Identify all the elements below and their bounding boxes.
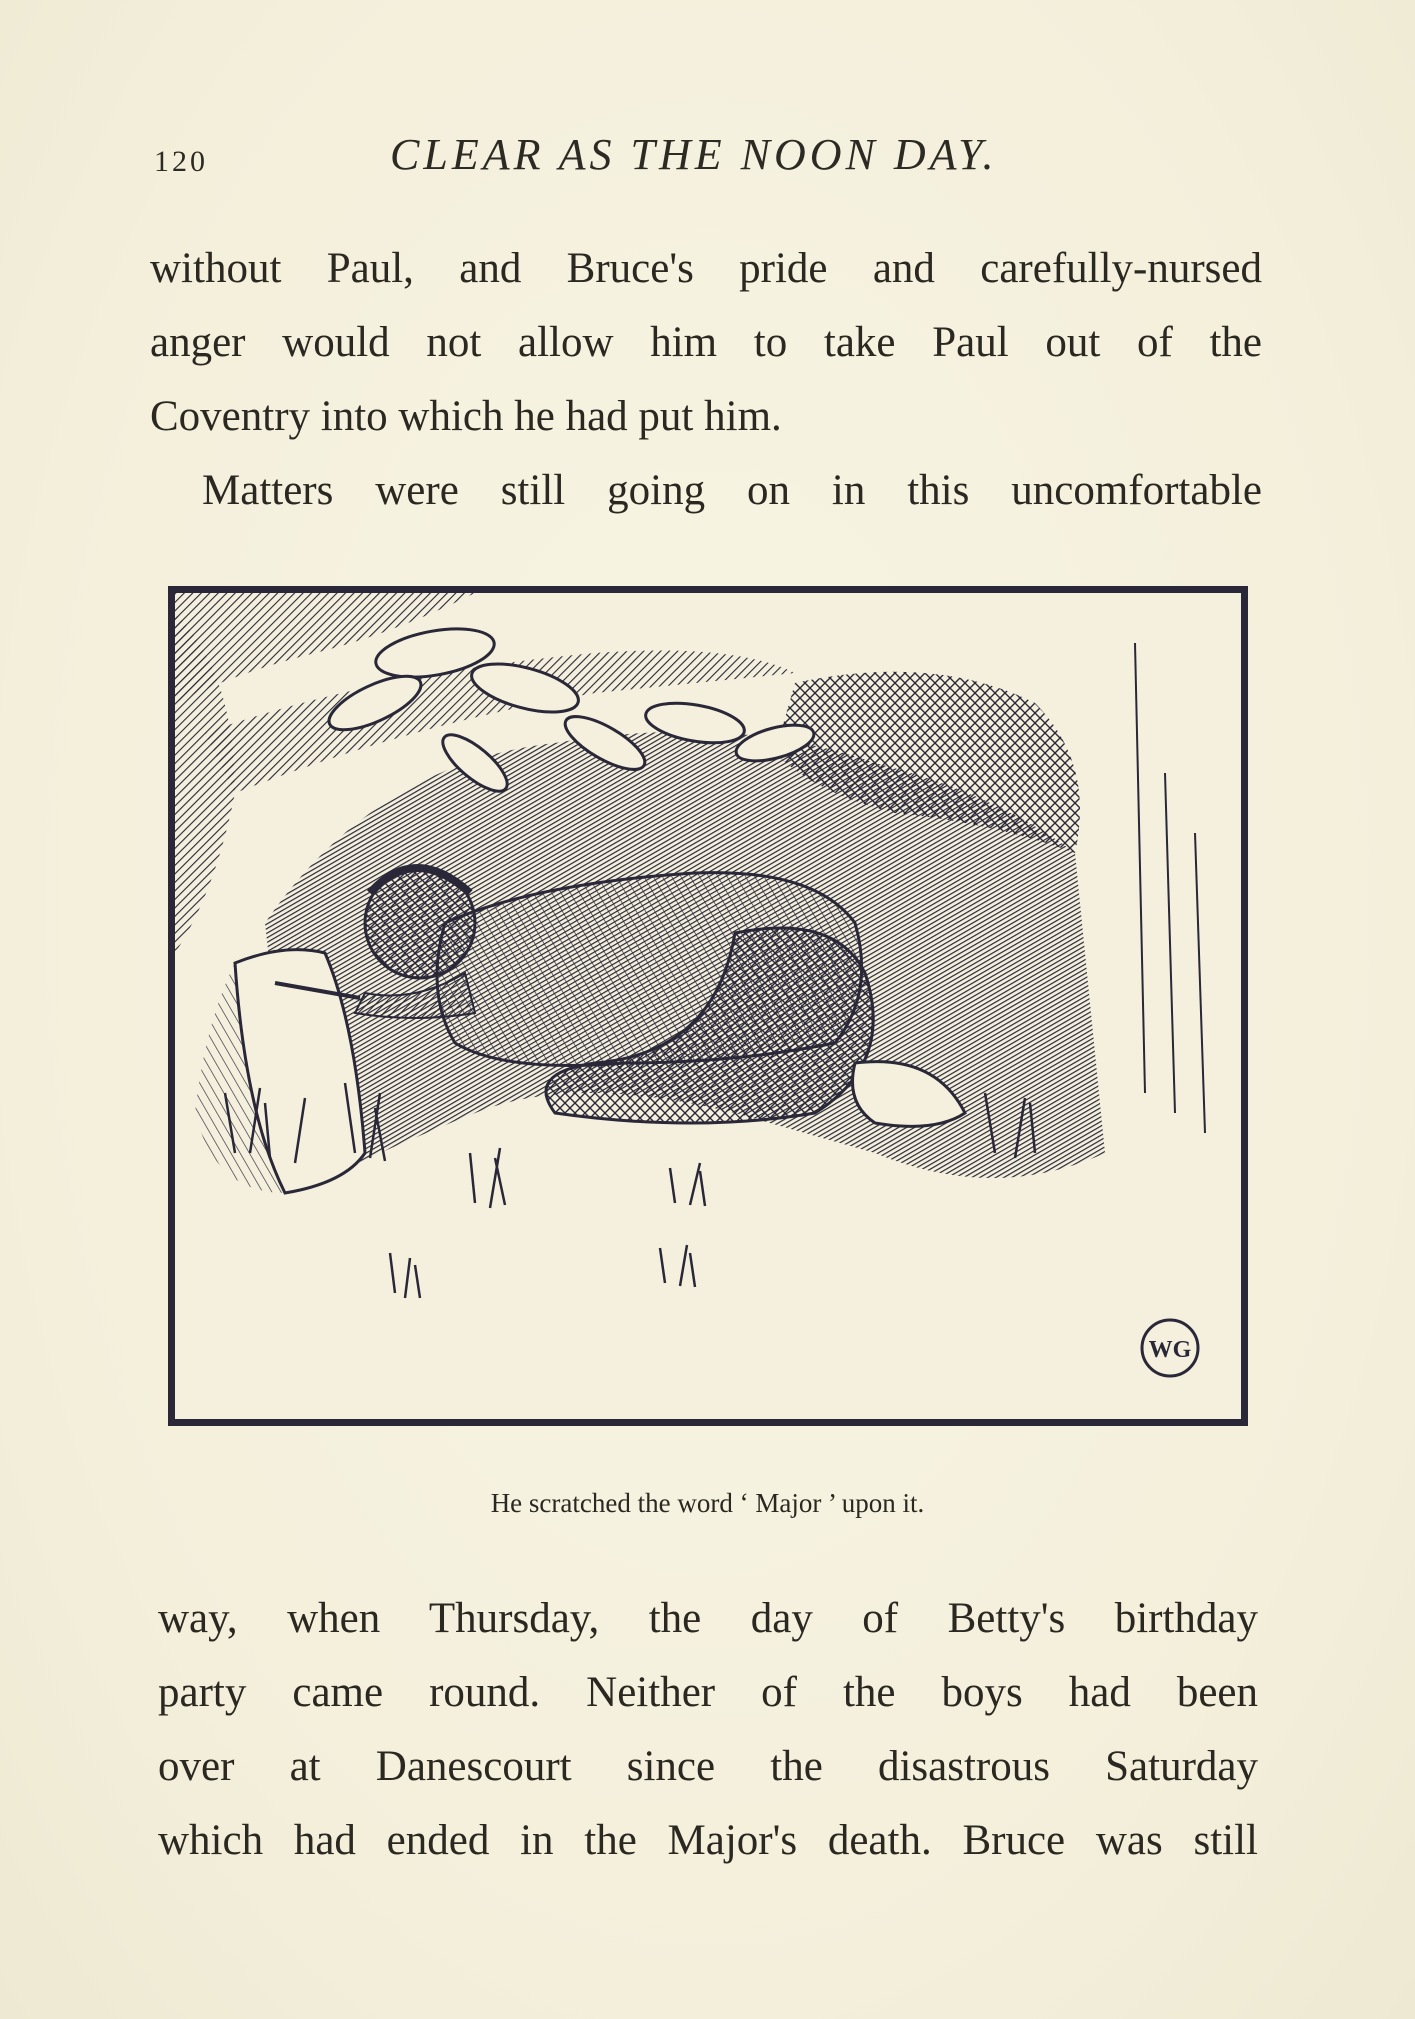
running-head — [150, 125, 1260, 185]
illustration-caption: He scratched the word ‘ Major ’ upon it. — [490, 1488, 925, 1518]
running-title: CLEAR AS THE NOON DAY. — [390, 130, 998, 179]
text-line: which had ended in the Major's death. Bruce was still — [158, 1817, 1258, 1864]
text-line: Coventry into which he had put him. — [150, 393, 782, 440]
text-line: over at Danescourt since the disastrous Saturday — [158, 1743, 1258, 1790]
text-line: party came round. Neither of the boys had been — [158, 1669, 1258, 1716]
engraving-drawing — [175, 593, 1241, 1419]
body-text-bottom — [158, 1582, 1258, 1878]
text-line: Matters were still going on in this uncomfortable — [202, 467, 1262, 514]
reeds — [1135, 643, 1205, 1133]
engraving-illustration — [168, 586, 1248, 1426]
page-number: 120 — [154, 145, 208, 178]
body-text-top — [150, 232, 1262, 528]
text-line: without Paul, and Bruce's pride and carefully-nursed — [150, 245, 1262, 292]
artist-monogram — [1142, 1320, 1198, 1376]
svg-text:WG: WG — [1148, 1337, 1192, 1363]
text-line: way, when Thursday, the day of Betty's birthday — [158, 1595, 1258, 1642]
text-line: anger would not allow him to take Paul out of the — [150, 319, 1262, 366]
